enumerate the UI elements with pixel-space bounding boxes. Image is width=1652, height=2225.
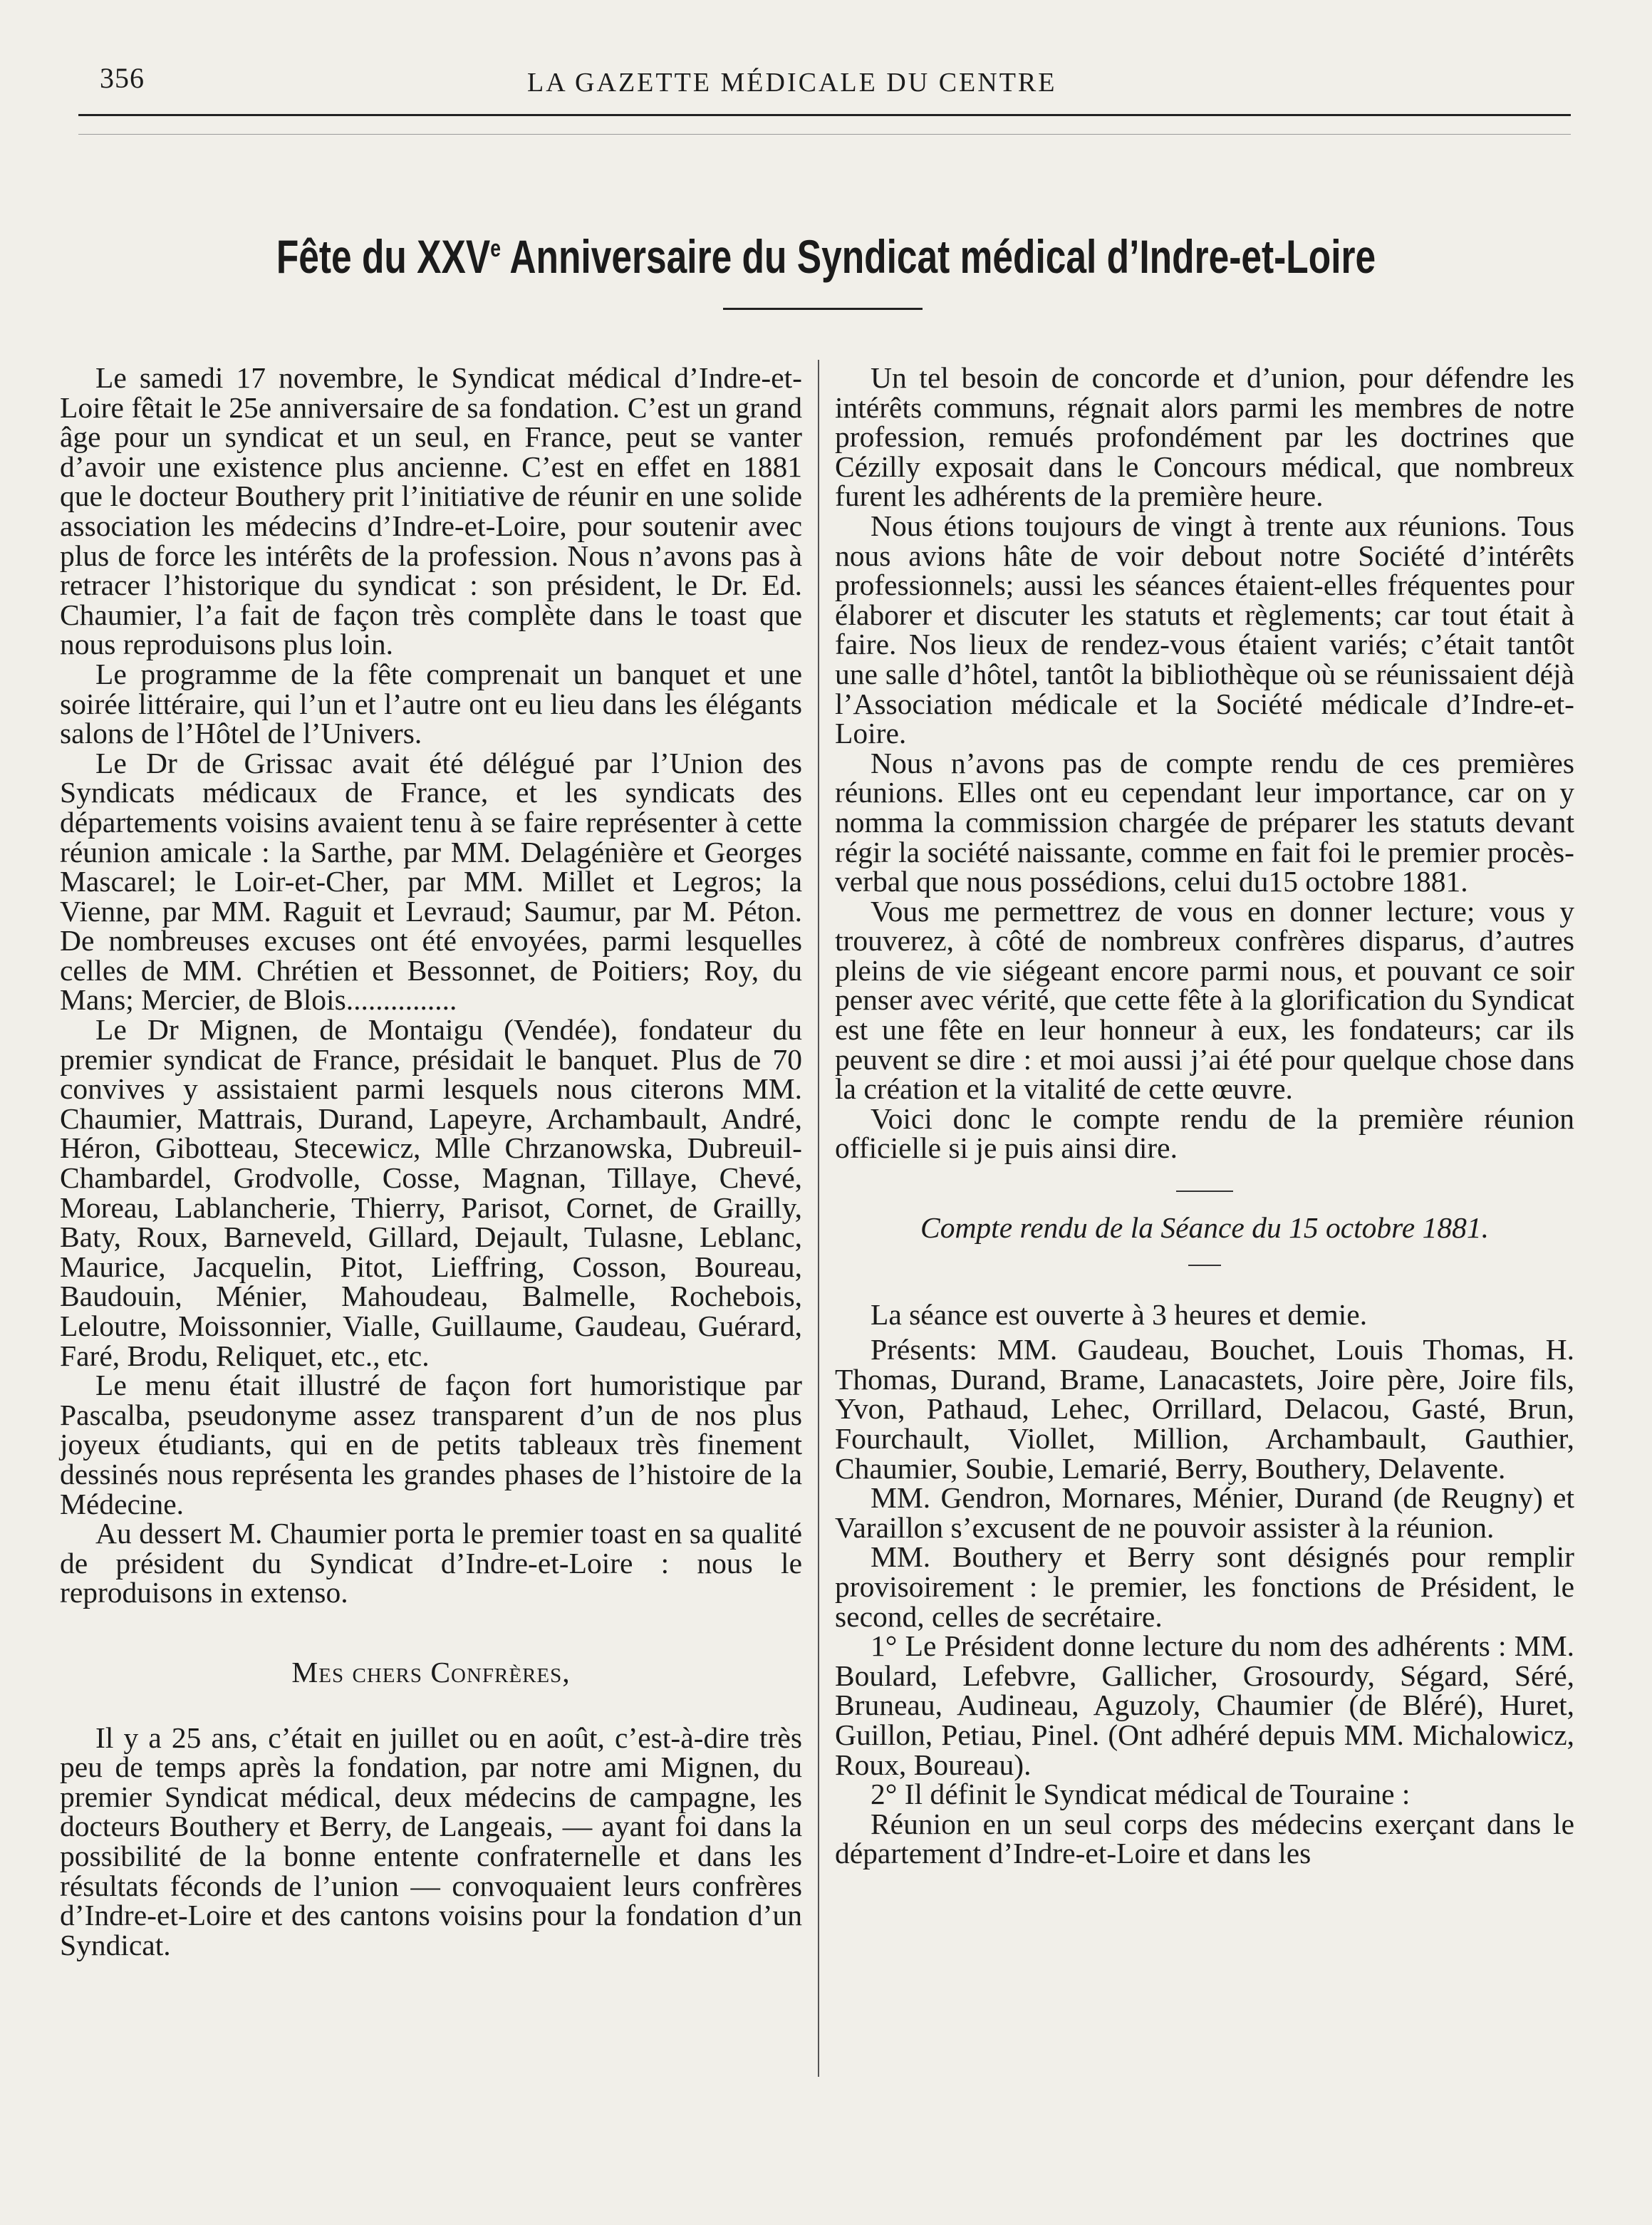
title-part-2: Anniversaire du Syndicat médical d’Indre-et-Loire (500, 230, 1376, 284)
minutes-paragraph: Présents: MM. Gaudeau, Bouchet, Louis Thomas, H. Thomas, Durand, Brame, Lanacastets, Joire père, Joire fils, Yvon, Pathaud, Lehec, Orrillard, Delacou, Gasté, Brun, Fourchault, Viollet, Million, Archambault, Gauthier, Chaumier, Soubie, Lemarié, Berry, Bouthery, Delavente. (835, 1333, 1574, 1485)
running-head (0, 61, 1652, 111)
session-opening: La séance est ouverte à 3 heures et demie. (871, 1297, 1368, 1331)
left-column (60, 363, 802, 1960)
section-rule (1176, 1191, 1233, 1192)
journal-title: LA GAZETTE MÉDICALE DU CENTRE (527, 68, 1057, 98)
paragraph: Voici donc le compte rendu de la première réunion officielle si je puis ainsi dire. (835, 1101, 1574, 1165)
article-title (182, 229, 1470, 284)
paragraph: Un tel besoin de concorde et d’union, pour défendre les intérêts communs, régnait alors parmi les membres de notre profession, remués profondément par les doctrines que Cézilly exposait dans le Concours médical, que nombreux furent les adhérents de la première heure. (835, 361, 1574, 513)
minutes-paragraph: 2° Il définit le Syndicat médical de Touraine : (871, 1778, 1411, 1811)
header-rule-thin (78, 134, 1571, 135)
title-superscript: e (490, 235, 501, 263)
minutes-paragraph: MM. Gendron, Mornares, Ménier, Durand (de Reugny) et Varaillon s’excusent de ne pouvoir assister à la réunion. (835, 1481, 1574, 1544)
title-rule (723, 308, 923, 310)
paragraph: Nous n’avons pas de compte rendu de ces premières réunions. Elles ont eu cependant leur importance, car on y nomma la commission chargée de préparer les statuts devant régir la société naissante, comme en fait foi le premier procès-verbal que nous possédions, celui du15 octobre 1881. (835, 746, 1574, 898)
paragraph: Le Dr Mignen, de Montaigu (Vendée), fondateur du premier syndicat de France, présidait le banquet. Plus de 70 convives y assistaient parmi lesquels nous citerons MM. Chaumier, Mattrais, Durand, Lapeyre, Archambault, André, Héron, Gibotteau, Stecewicz, Mlle Chrzanowska, Dubreuil-Chambardel, Grodvolle, Cosse, Magnan, Tillaye, Chevé, Moreau, Lablancherie, Thierry, Parisot, Cornet, de Grailly, Baty, Roux, Barneveld, Gillard, Dejault, Tulasne, Leblanc, Maurice, Jacquelin, Pitot, Lieffring, Cosson, Boureau, Baudouin, Ménier, Mahoudeau, Balmelle, Rochebois, Leloutre, Moissonnier, Vialle, Guillaume, Gaudeau, Guérard, Faré, Brodu, Reliquet, etc., etc. (60, 1013, 802, 1372)
session-title: Compte rendu de la Séance du 15 octobre 1881. (920, 1211, 1489, 1245)
title-part-1: Fête du XXV (276, 230, 491, 284)
paragraph: Le menu était illustré de façon fort humoristique par Pascalba, pseudonyme assez transparent d’un de nos plus joyeux étudiants, qui en de petits tableaux très finement dessinés nous représenta les grandes phases de l’histoire de la Médecine. (60, 1369, 802, 1520)
minutes-paragraph: 1° Le Président donne lecture du nom des adhérents : MM. Boulard, Lefebvre, Gallicher, Grosourdy, Ségard, Séré, Bruneau, Audineau, Aguzoly, Chaumier (de Bléré), Huret, Guillon, Petiau, Pinel. (Ont adhéré depuis MM. Michalowicz, Roux, Boureau). (835, 1629, 1574, 1781)
minutes-paragraph: MM. Bouthery et Berry sont désignés pour remplir provisoirement : le premier, les fonctions de Président, le second, celles de secrétaire. (835, 1540, 1574, 1633)
minutes-paragraph: Réunion en un seul corps des médecins exerçant dans le département d’Indre-et-Loire et dans les (835, 1807, 1574, 1870)
speech-greeting: Mes chers Confrères, (291, 1655, 571, 1689)
right-column (835, 363, 1574, 1869)
paragraph: Vous me permettrez de vous en donner lecture; vous y trouverez, à côté de nombreux confrères disparus, d’autres pleins de vie siégeant encore parmi nous, et pouvant ce soir penser avec vérité, que cette fête à la glorification du Syndicat est une fête en leur honneur à eux, les fondateurs; car ils peuvent se dire : et moi aussi j’ai été pour quelque chose dans la création et la vitalité de cette œuvre. (835, 894, 1574, 1106)
paragraph: Le programme de la fête comprenait un banquet et une soirée littéraire, qui l’un et l’autre ont eu lieu dans les élégants salons de l’Hôtel de l’Univers. (60, 657, 802, 750)
page-number: 356 (100, 62, 145, 94)
section-rule-short (1188, 1265, 1221, 1266)
paragraph: Le Dr de Grissac avait été délégué par l’Union des Syndicats médicaux de France, et les syndicats des départements voisins avaient tenu à se faire représenter à cette réunion amicale : la Sarthe, par MM. Delagénière et Georges Mascarel; le Loir-et-Cher, par MM. Millet et Legros; la Vienne, par MM. Raguit et Levraud; Saumur, par M. Péton. De nombreuses excuses ont été envoyées, parmi lesquelles celles de MM. Chrétien et Bessonnet, de Poitiers; Roy, du Mans; Mercier, de Blois............... (60, 746, 802, 1017)
paragraph: Il y a 25 ans, c’était en juillet ou en août, c’est-à-dire très peu de temps après la fondation, par notre ami Mignen, du premier Syndicat médical, deux médecins de campagne, les docteurs Bouthery et Berry, de Langeais, — ayant foi dans la possibilité de la bonne entente confraternelle et dans les résultats féconds de l’union — convoquaient leurs confrères d’Indre-et-Loire et des cantons voisins pour la fondation d’un Syndicat. (60, 1721, 802, 1961)
paragraph: Nous étions toujours de vingt à trente aux réunions. Tous nous avions hâte de voir debout notre Société d’intérêts professionnels; aussi les séances étaient-elles fréquentes pour élaborer et discuter les statuts et règlements; car tout était à faire. Nos lieux de rendez-vous étaient variés; c’était tantôt une salle d’hôtel, tantôt la bibliothèque où se réunissaient déjà l’Association médicale et la Société médicale d’Indre-et-Loire. (835, 509, 1574, 750)
paragraph: Au dessert M. Chaumier porta le premier toast en sa qualité de président du Syndicat d’Indre-et-Loire : nous le reproduisons in extenso. (60, 1517, 802, 1609)
column-divider (818, 360, 819, 2077)
paragraph: Le samedi 17 novembre, le Syndicat médical d’Indre-et-Loire fêtait le 25e anniversaire de sa fondation. C’est un grand âge pour un syndicat et un seul, en France, peut se vanter d’avoir une existence plus ancienne. C’est en effet en 1881 que le docteur Bouthery prit l’initiative de réunir en une solide association les médecins d’Indre-et-Loire, pour soutenir avec plus de force les intérêts de la profession. Nous n’avons pas à retracer l’historique du syndicat : son président, le Dr. Ed. Chaumier, l’a fait de façon très complète dans le toast que nous reproduisons plus loin. (60, 361, 802, 661)
header-rule (78, 114, 1571, 116)
